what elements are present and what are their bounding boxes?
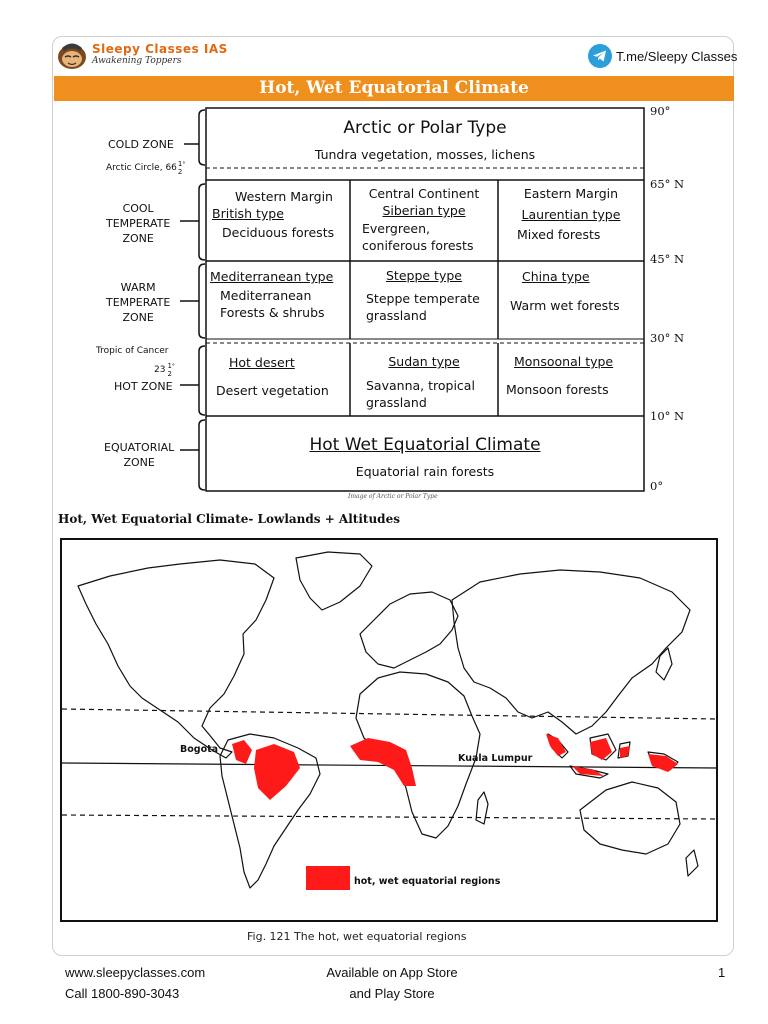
- warm-central-type: Steppe type: [386, 268, 462, 283]
- latitude-30: 30° N: [650, 331, 685, 345]
- figure-caption: Fig. 121 The hot, wet equatorial regions: [247, 930, 467, 943]
- diagram-caption: Image of Arctic or Polar Type: [348, 493, 438, 500]
- footer-phone: Call 1800-890-3043: [65, 986, 180, 1001]
- telegram-link[interactable]: [588, 44, 737, 68]
- world-map: [60, 538, 720, 922]
- map-label-bogota: Bogota: [180, 744, 219, 755]
- footer-app-line1: Available on App Store: [326, 965, 458, 980]
- latitude-90: 90°: [650, 104, 671, 118]
- hot-east-desc: Monsoon forests: [506, 382, 609, 397]
- latitude-0: 0°: [650, 479, 664, 493]
- hot-central-desc: Savanna, tropical grassland: [366, 378, 475, 410]
- zone-label-warm: WARM TEMPERATE ZONE: [106, 281, 171, 324]
- footer-app-line2: and Play Store: [349, 986, 435, 1001]
- hot-east-type: Monsoonal type: [514, 354, 614, 369]
- cool-central-desc: Evergreen, coniferous forests: [362, 221, 474, 253]
- warm-west-type: Mediterranean type: [210, 269, 334, 284]
- sleepy-mascot-icon: [56, 40, 88, 70]
- hot-west-desc: Desert vegetation: [216, 383, 329, 398]
- cool-east-desc: Mixed forests: [517, 227, 601, 242]
- hot-west-type: Hot desert: [229, 355, 295, 370]
- tropic-of-cancer-label: Tropic of Cancer: [96, 346, 169, 356]
- warm-east-type: China type: [522, 269, 590, 284]
- cool-west-desc: Deciduous forests: [222, 225, 335, 240]
- zone-label-hot: HOT ZONE: [114, 380, 173, 393]
- section-heading: Hot, Wet Equatorial Climate- Lowlands + Altitudes: [58, 512, 400, 526]
- warm-west-desc: Mediterranean Forests & shrubs: [220, 288, 325, 320]
- brand-name: Sleepy Classes IAS: [92, 42, 228, 56]
- climate-zone-diagram: [94, 104, 714, 504]
- page-title: Hot, Wet Equatorial Climate: [259, 78, 529, 98]
- arctic-title: Arctic or Polar Type: [343, 118, 507, 138]
- cool-east-heading: Eastern Margin: [523, 186, 619, 201]
- telegram-link-text: T.me/Sleepy Classes: [616, 48, 738, 64]
- footer-contact: [65, 962, 205, 1004]
- world-map-drawing: [60, 538, 720, 922]
- arctic-desc: Tundra vegetation, mosses, lichens: [314, 147, 536, 162]
- equatorial-desc: Equatorial rain forests: [355, 464, 495, 479]
- hot-central-type: Sudan type: [388, 354, 460, 369]
- cool-central-heading: Central Continent: [368, 186, 480, 201]
- zone-label-equatorial: EQUATORIAL ZONE: [104, 441, 175, 469]
- title-banner: [54, 76, 734, 101]
- brand-tagline: Awakening Toppers: [92, 56, 182, 66]
- brand-logo[interactable]: [56, 40, 256, 74]
- map-legend-label: hot, wet equatorial regions: [354, 876, 501, 887]
- zone-label-cool: COOL TEMPERATE ZONE: [106, 202, 171, 245]
- tropic-of-cancer-value: 23 1 2°: [154, 361, 175, 378]
- latitude-10: 10° N: [650, 409, 685, 423]
- cool-central-type: Siberian type: [382, 203, 466, 218]
- latitude-45: 45° N: [650, 252, 685, 266]
- cool-west-type: British type: [212, 206, 284, 221]
- latitude-65: 65° N: [650, 177, 685, 191]
- warm-central-desc: Steppe temperate grassland: [366, 291, 480, 323]
- page-number: 1: [718, 965, 726, 980]
- arctic-circle-label: Arctic Circle, 661 2°: [106, 159, 186, 176]
- map-label-kuala-lumpur: Kuala Lumpur: [458, 753, 533, 764]
- cool-west-heading: Western Margin: [235, 189, 333, 204]
- warm-east-desc: Warm wet forests: [510, 298, 620, 313]
- footer-website[interactable]: www.sleepyclasses.com: [65, 965, 206, 980]
- footer-apps: [292, 962, 492, 1004]
- telegram-icon: [588, 44, 612, 68]
- zone-label-cold: COLD ZONE: [108, 138, 174, 151]
- equatorial-title: Hot Wet Equatorial Climate: [309, 435, 541, 455]
- legend-swatch: [306, 866, 350, 890]
- cool-east-type: Laurentian type: [521, 207, 621, 222]
